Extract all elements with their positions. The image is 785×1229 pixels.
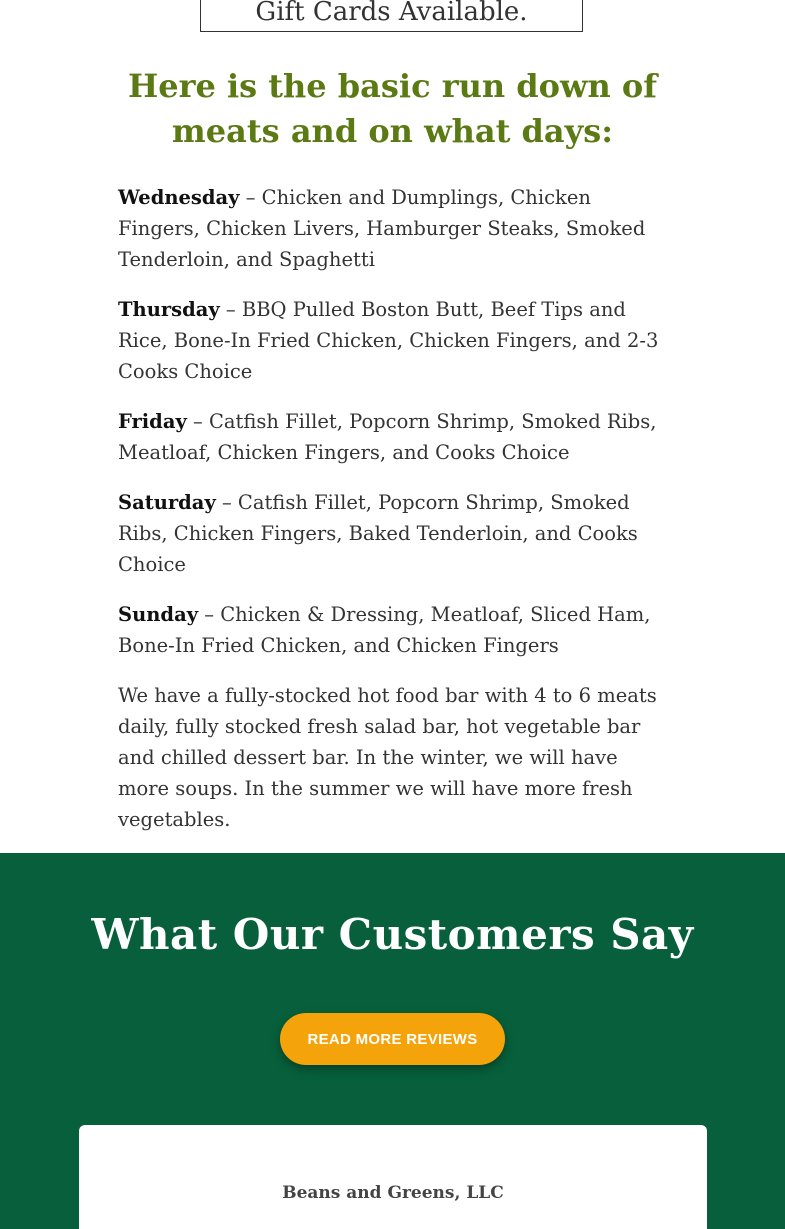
gift-cards-text: Gift Cards Available.: [255, 0, 528, 27]
day-name: Friday: [118, 410, 187, 433]
day-item-saturday: [118, 487, 670, 580]
meats-heading: Here is the basic run down of meats and on what days:: [127, 67, 658, 150]
reviewer-name: Beans and Greens, LLC: [282, 1183, 504, 1203]
review-card: [79, 1125, 707, 1229]
day-name: Thursday: [118, 298, 220, 321]
day-name: Wednesday: [118, 186, 240, 209]
read-more-reviews-button[interactable]: READ MORE REVIEWS: [280, 1013, 505, 1065]
day-name: Sunday: [118, 603, 199, 626]
day-item-thursday: [118, 294, 670, 387]
day-item-friday: [118, 406, 670, 468]
gift-cards-banner: [200, 0, 583, 32]
day-name: Saturday: [118, 491, 216, 514]
day-menu: – Catfish Fillet, Popcorn Shrimp, Smoked Ribs, Meatloaf, Chicken Fingers, and Cooks Choice: [118, 410, 657, 464]
food-bar-summary: We have a fully-stocked hot food bar with 4 to 6 meats daily, fully stocked fresh salad bar, hot vegetable bar and chilled dessert bar. In the winter, we will have more soups. In the summer we will have more fresh vegetables.: [118, 684, 657, 831]
testimonials-section: [0, 853, 785, 1229]
meats-schedule: [118, 182, 670, 835]
day-menu: – Catfish Fillet, Popcorn Shrimp, Smoked Ribs, Chicken Fingers, Baked Tenderloin, and Cooks Choice: [118, 491, 638, 576]
day-menu: – Chicken and Dumplings, Chicken Fingers, Chicken Livers, Hamburger Steaks, Smoked Tenderloin, and Spaghetti: [118, 186, 646, 271]
day-item-wednesday: [118, 182, 670, 275]
day-menu: – BBQ Pulled Boston Butt, Beef Tips and Rice, Bone-In Fried Chicken, Chicken Fingers, and 2-3 Cooks Choice: [118, 298, 659, 383]
day-item-sunday: [118, 599, 670, 661]
testimonials-title: What Our Customers Say: [91, 910, 694, 959]
day-menu: – Chicken & Dressing, Meatloaf, Sliced Ham, Bone-In Fried Chicken, and Chicken Fingers: [118, 603, 651, 657]
